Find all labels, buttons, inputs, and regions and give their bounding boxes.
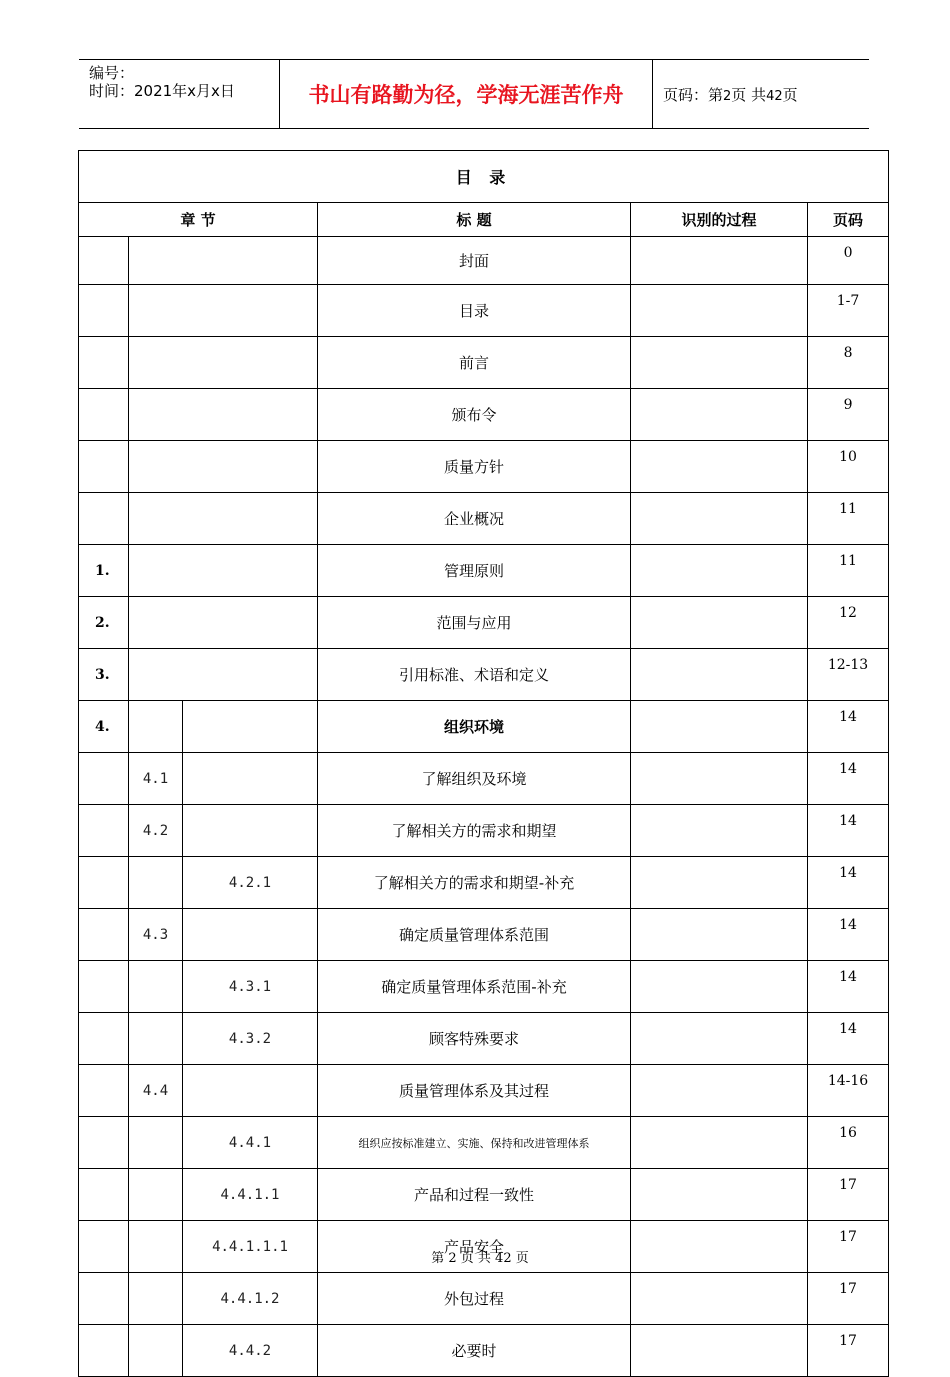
title-cell: 产品和过程一致性 (318, 1169, 631, 1221)
table-row (79, 237, 889, 285)
chapter-cell (79, 857, 129, 909)
col-header-page: 页码 (808, 203, 889, 237)
page-cell: 1-7 (808, 285, 889, 337)
code-label: 编号： (89, 64, 135, 82)
table-row (79, 701, 889, 753)
table-row (79, 597, 889, 649)
process-cell (631, 909, 808, 961)
chapter-cell: 3. (79, 649, 129, 701)
process-cell (631, 441, 808, 493)
subsection-cell: 4.4.2 (183, 1325, 318, 1377)
process-cell (631, 1325, 808, 1377)
title-cell: 引用标准、术语和定义 (318, 649, 631, 701)
section-cell (129, 1325, 183, 1377)
title-cell: 产品安全 (318, 1221, 631, 1273)
col-header-chapter: 章 节 (79, 203, 318, 237)
section-cell (129, 389, 318, 441)
process-cell (631, 1273, 808, 1325)
table-row (79, 649, 889, 701)
chapter-cell (79, 1117, 129, 1169)
title-cell: 管理原则 (318, 545, 631, 597)
chapter-cell (79, 337, 129, 389)
motto: 书山有路勤为径，学海无涯苦作舟 (308, 83, 624, 107)
page-prefix: 页码：第 (663, 86, 724, 104)
toc-title: 目 录 (79, 151, 889, 203)
title-cell: 顾客特殊要求 (318, 1013, 631, 1065)
toc-title-row (79, 151, 889, 203)
section-cell (129, 1117, 183, 1169)
page-cell: 14 (808, 753, 889, 805)
page-mid: 页 共 (731, 86, 767, 104)
header-info-cell (79, 60, 280, 128)
col-header-title: 标 题 (318, 203, 631, 237)
process-cell (631, 1169, 808, 1221)
table-row (79, 493, 889, 545)
table-row (79, 545, 889, 597)
subsection-cell: 4.2.1 (183, 857, 318, 909)
process-cell (631, 597, 808, 649)
table-row (79, 857, 889, 909)
chapter-cell: 4. (79, 701, 129, 753)
page-indicator (663, 86, 798, 106)
subsection-cell: 4.3.1 (183, 961, 318, 1013)
process-cell (631, 961, 808, 1013)
title-cell: 组织应按标准建立、实施、保持和改进管理体系 (318, 1117, 631, 1169)
page-cell: 14 (808, 805, 889, 857)
title-cell: 必要时 (318, 1325, 631, 1377)
title-cell: 了解相关方的需求和期望-补充 (318, 857, 631, 909)
page-cell: 12 (808, 597, 889, 649)
page-cell: 0 (808, 237, 889, 285)
page-cell: 17 (808, 1325, 889, 1377)
page-cell: 14 (808, 961, 889, 1013)
section-cell (129, 1169, 183, 1221)
section-cell (129, 493, 318, 545)
chapter-cell (79, 753, 129, 805)
title-cell: 封面 (318, 237, 631, 285)
header-page-cell (653, 60, 869, 128)
toc-header-row (79, 203, 889, 237)
table-row (79, 909, 889, 961)
table-row (79, 389, 889, 441)
page-cell: 17 (808, 1221, 889, 1273)
chapter-cell: 1. (79, 545, 129, 597)
page-cell: 8 (808, 337, 889, 389)
process-cell (631, 1117, 808, 1169)
section-cell: 4.4 (129, 1065, 183, 1117)
process-cell (631, 493, 808, 545)
page-cell: 14 (808, 701, 889, 753)
table-row (79, 1273, 889, 1325)
page-cell: 12-13 (808, 649, 889, 701)
table-row (79, 441, 889, 493)
chapter-cell (79, 1065, 129, 1117)
section-cell (129, 961, 183, 1013)
chapter-cell (79, 909, 129, 961)
chapter-cell (79, 1169, 129, 1221)
title-cell: 颁布令 (318, 389, 631, 441)
page-footer: 第 2 页 共 42 页 (431, 1251, 529, 1266)
chapter-cell (79, 389, 129, 441)
page-cell: 11 (808, 493, 889, 545)
title-cell: 目录 (318, 285, 631, 337)
title-cell: 组织环境 (318, 701, 631, 753)
subsection-cell (183, 909, 318, 961)
title-cell: 前言 (318, 337, 631, 389)
title-cell: 了解相关方的需求和期望 (318, 805, 631, 857)
process-cell (631, 805, 808, 857)
section-cell: 4.3 (129, 909, 183, 961)
subsection-cell (183, 1065, 318, 1117)
section-cell (129, 545, 318, 597)
page-suffix: 页 (782, 86, 798, 104)
table-row (79, 961, 889, 1013)
table-row (79, 337, 889, 389)
subsection-cell: 4.4.1.1.1 (183, 1221, 318, 1273)
section-cell (129, 441, 318, 493)
section-cell (129, 337, 318, 389)
section-cell: 4.1 (129, 753, 183, 805)
chapter-cell (79, 237, 129, 285)
table-row (79, 285, 889, 337)
process-cell (631, 337, 808, 389)
col-header-process: 识别的过程 (631, 203, 808, 237)
process-cell (631, 753, 808, 805)
table-row (79, 1325, 889, 1377)
chapter-cell: 2. (79, 597, 129, 649)
chapter-cell (79, 1013, 129, 1065)
page-cell: 17 (808, 1169, 889, 1221)
table-row (79, 1065, 889, 1117)
chapter-cell (79, 493, 129, 545)
page-cell: 14 (808, 909, 889, 961)
chapter-cell (79, 1325, 129, 1377)
section-cell (129, 701, 183, 753)
title-cell: 企业概况 (318, 493, 631, 545)
table-row (79, 1013, 889, 1065)
section-cell (129, 285, 318, 337)
title-cell: 质量管理体系及其过程 (318, 1065, 631, 1117)
subsection-cell (183, 701, 318, 753)
page-cell: 17 (808, 1273, 889, 1325)
process-cell (631, 1013, 808, 1065)
title-cell: 确定质量管理体系范围 (318, 909, 631, 961)
table-row (79, 1117, 889, 1169)
table-row (79, 753, 889, 805)
section-cell (129, 237, 318, 285)
section-cell (129, 1013, 183, 1065)
toc-table (78, 150, 889, 1377)
process-cell (631, 545, 808, 597)
chapter-cell (79, 441, 129, 493)
subsection-cell: 4.3.2 (183, 1013, 318, 1065)
chapter-cell (79, 1273, 129, 1325)
process-cell (631, 1065, 808, 1117)
process-cell (631, 649, 808, 701)
title-cell: 确定质量管理体系范围-补充 (318, 961, 631, 1013)
process-cell (631, 701, 808, 753)
process-cell (631, 389, 808, 441)
page-cell: 9 (808, 389, 889, 441)
page-cell: 10 (808, 441, 889, 493)
subsection-cell (183, 753, 318, 805)
process-cell (631, 285, 808, 337)
table-row (79, 1169, 889, 1221)
section-cell (129, 857, 183, 909)
section-cell (129, 597, 318, 649)
process-cell (631, 237, 808, 285)
title-cell: 范围与应用 (318, 597, 631, 649)
subsection-cell: 4.4.1 (183, 1117, 318, 1169)
title-cell: 外包过程 (318, 1273, 631, 1325)
subsection-cell (183, 805, 318, 857)
time-label: 时间：2021年x月x日 (89, 82, 235, 100)
page-cell: 16 (808, 1117, 889, 1169)
chapter-cell (79, 285, 129, 337)
page-header (79, 59, 869, 129)
section-cell: 4.2 (129, 805, 183, 857)
page-cell: 11 (808, 545, 889, 597)
page-total: 42 (766, 89, 783, 104)
chapter-cell (79, 961, 129, 1013)
title-cell: 质量方针 (318, 441, 631, 493)
header-motto-cell (280, 60, 653, 128)
title-cell: 了解组织及环境 (318, 753, 631, 805)
subsection-cell: 4.4.1.2 (183, 1273, 318, 1325)
page-current: 2 (723, 89, 732, 104)
section-cell (129, 649, 318, 701)
process-cell (631, 857, 808, 909)
section-cell (129, 1273, 183, 1325)
chapter-cell (79, 805, 129, 857)
page-cell: 14-16 (808, 1065, 889, 1117)
page-cell: 14 (808, 857, 889, 909)
table-row (79, 805, 889, 857)
page-cell: 14 (808, 1013, 889, 1065)
subsection-cell: 4.4.1.1 (183, 1169, 318, 1221)
